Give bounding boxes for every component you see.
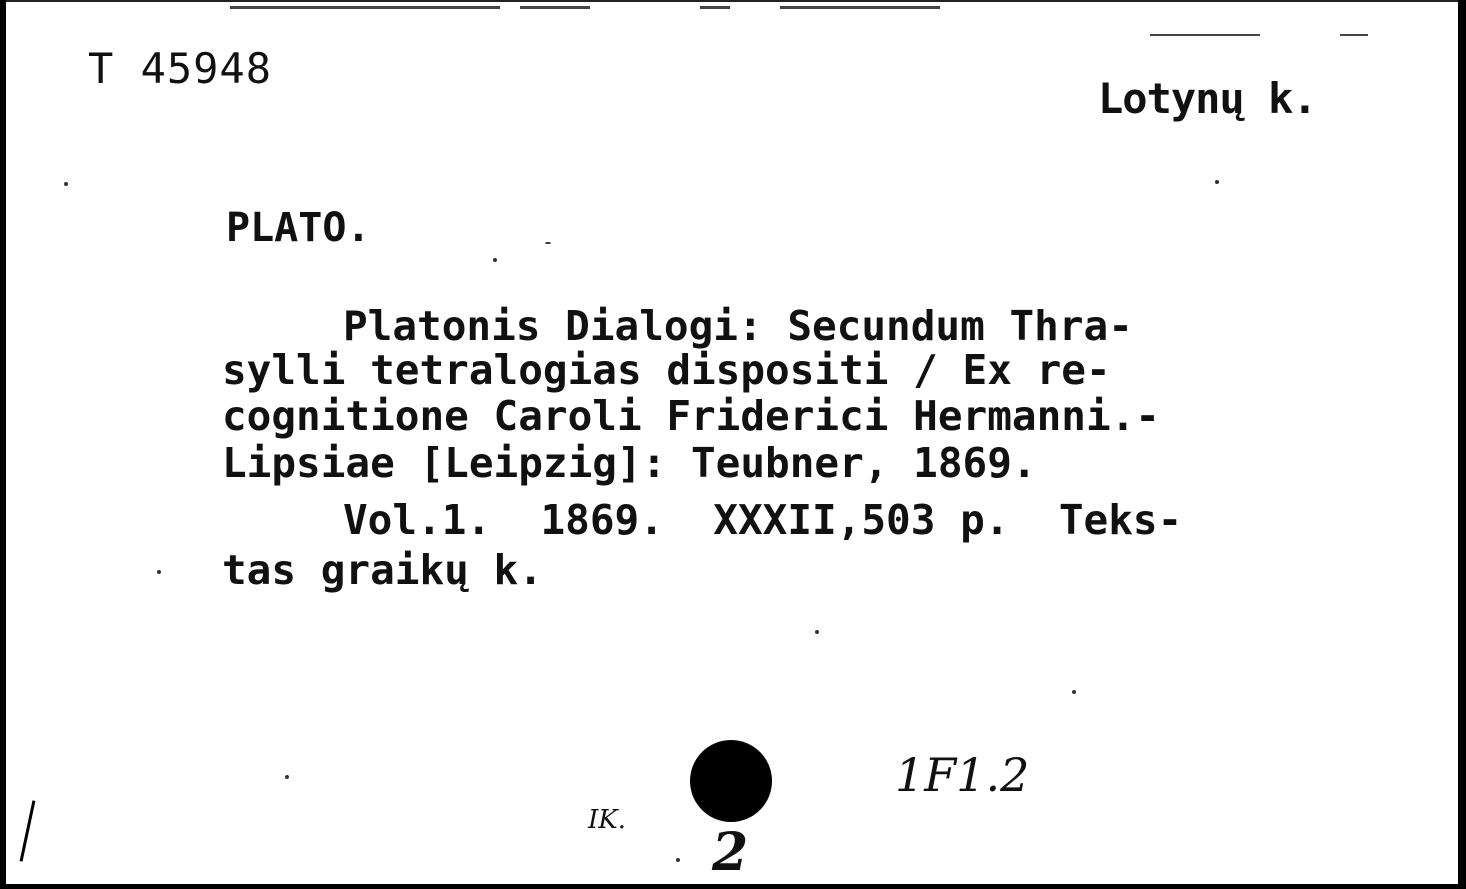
description-line: sylli tetralogias dispositi / Ex re-	[222, 346, 1111, 394]
ink-speck	[676, 858, 680, 862]
handwritten-initials: IK.	[588, 805, 626, 835]
ink-speck	[64, 182, 68, 186]
card-bottom-edge	[0, 884, 1466, 889]
card-top-edge	[0, 0, 1466, 2]
description-line: Lipsiae [Leipzig]: Teubner, 1869.	[222, 439, 1037, 487]
pencil-slash-mark	[20, 800, 36, 861]
ink-speck	[1215, 180, 1219, 184]
top-dash-mark	[1340, 34, 1368, 36]
handwritten-copy-number: 2	[712, 822, 749, 883]
punch-hole-icon	[690, 740, 772, 822]
top-dash-mark	[700, 6, 730, 9]
volume-line: tas graikų k.	[222, 546, 543, 594]
ink-speck	[1072, 690, 1076, 694]
ink-speck	[157, 570, 161, 574]
ink-speck	[285, 775, 289, 779]
language-note: Lotynų k.	[1098, 74, 1317, 123]
ink-speck	[493, 258, 497, 262]
top-dash-mark	[230, 6, 500, 9]
top-dash-mark	[520, 6, 590, 9]
ink-speck	[545, 242, 551, 244]
author-heading: PLATO.	[226, 205, 371, 251]
handwritten-shelf-mark: 1F1.2	[895, 748, 1030, 802]
ink-speck	[815, 630, 819, 634]
top-dash-mark	[1150, 34, 1260, 36]
description-line: Platonis Dialogi: Secundum Thra-	[343, 302, 1133, 350]
description-line: cognitione Caroli Friderici Hermanni.-	[222, 392, 1160, 440]
top-dash-mark	[780, 6, 940, 9]
card-right-edge	[1458, 0, 1466, 889]
call-number: T 45948	[88, 44, 273, 93]
volume-line: Vol.1. 1869. XXXII,503 p. Teks-	[343, 496, 1183, 544]
card-left-edge	[0, 0, 6, 889]
